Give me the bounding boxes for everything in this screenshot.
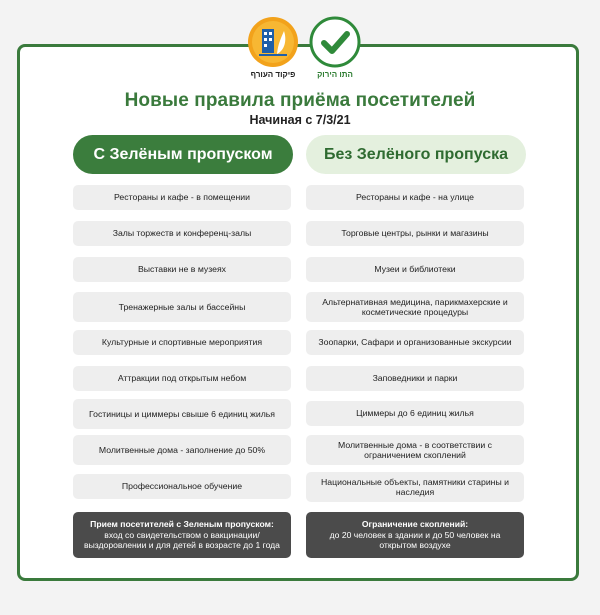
list-item: Циммеры до 6 единиц жилья bbox=[306, 401, 524, 426]
list-item: Профессиональное обучение bbox=[73, 474, 291, 499]
list-item: Залы торжеств и конференц-залы bbox=[73, 221, 291, 246]
list-item: Молитвенные дома - заполнение до 50% bbox=[73, 435, 291, 465]
green-pass-logo bbox=[307, 16, 363, 86]
list-item: Выставки не в музеях bbox=[73, 257, 291, 282]
green-pass-note-body: вход со свидетельством о вакцинации/выздоровлении и для детей в возрасте до 1 года bbox=[84, 529, 280, 551]
list-item: Музеи и библиотеки bbox=[306, 257, 524, 282]
green-pass-note-title: Прием посетителей с Зеленым пропуском: bbox=[90, 519, 274, 530]
with-green-pass-heading: С Зелёным пропуском bbox=[73, 135, 293, 174]
list-item: Аттракции под открытым небом bbox=[73, 366, 291, 391]
home-front-command-emblem-icon bbox=[247, 16, 299, 68]
list-item: Гостиницы и циммеры свыше 6 единиц жилья bbox=[73, 399, 291, 429]
list-item: Заповедники и парки bbox=[306, 366, 524, 391]
list-item: Зоопарки, Сафари и организованные экскурсии bbox=[306, 330, 524, 355]
page-title: Новые правила приёма посетителей bbox=[124, 90, 476, 111]
list-item: Рестораны и кафе - в помещении bbox=[73, 185, 291, 210]
with-green-pass-column bbox=[73, 135, 293, 492]
gathering-limit-note-body: до 20 человек в здании и до 50 человек на открытом воздухе bbox=[329, 529, 501, 551]
list-item: Рестораны и кафе - на улице bbox=[306, 185, 524, 210]
green-pass-caption: התו הירוק bbox=[317, 70, 353, 79]
list-item: Торговые центры, рынки и магазины bbox=[306, 221, 524, 246]
list-item: Культурные и спортивные мероприятия bbox=[73, 330, 291, 355]
green-pass-check-icon bbox=[309, 16, 361, 68]
home-front-command-caption: פיקוד העורף bbox=[250, 70, 296, 79]
green-pass-entry-note bbox=[73, 512, 291, 558]
home-front-command-logo bbox=[245, 16, 301, 86]
page-subtitle: Начиная с 7/3/21 bbox=[249, 113, 351, 127]
without-green-pass-column bbox=[306, 135, 526, 497]
list-item: Национальные объекты, памятники старины и наследия bbox=[306, 472, 524, 502]
list-item: Тренажерные залы и бассейны bbox=[73, 292, 291, 322]
gathering-limit-note bbox=[306, 512, 524, 558]
list-item: Альтернативная медицина, парикмахерские и косметические процедуры bbox=[306, 292, 524, 322]
list-item: Молитвенные дома - в соответствии с ограничением скоплений bbox=[306, 435, 524, 465]
logos bbox=[244, 16, 364, 86]
gathering-limit-note-title: Ограничение скоплений: bbox=[361, 519, 469, 530]
without-green-pass-heading: Без Зелёного пропуска bbox=[306, 135, 526, 174]
